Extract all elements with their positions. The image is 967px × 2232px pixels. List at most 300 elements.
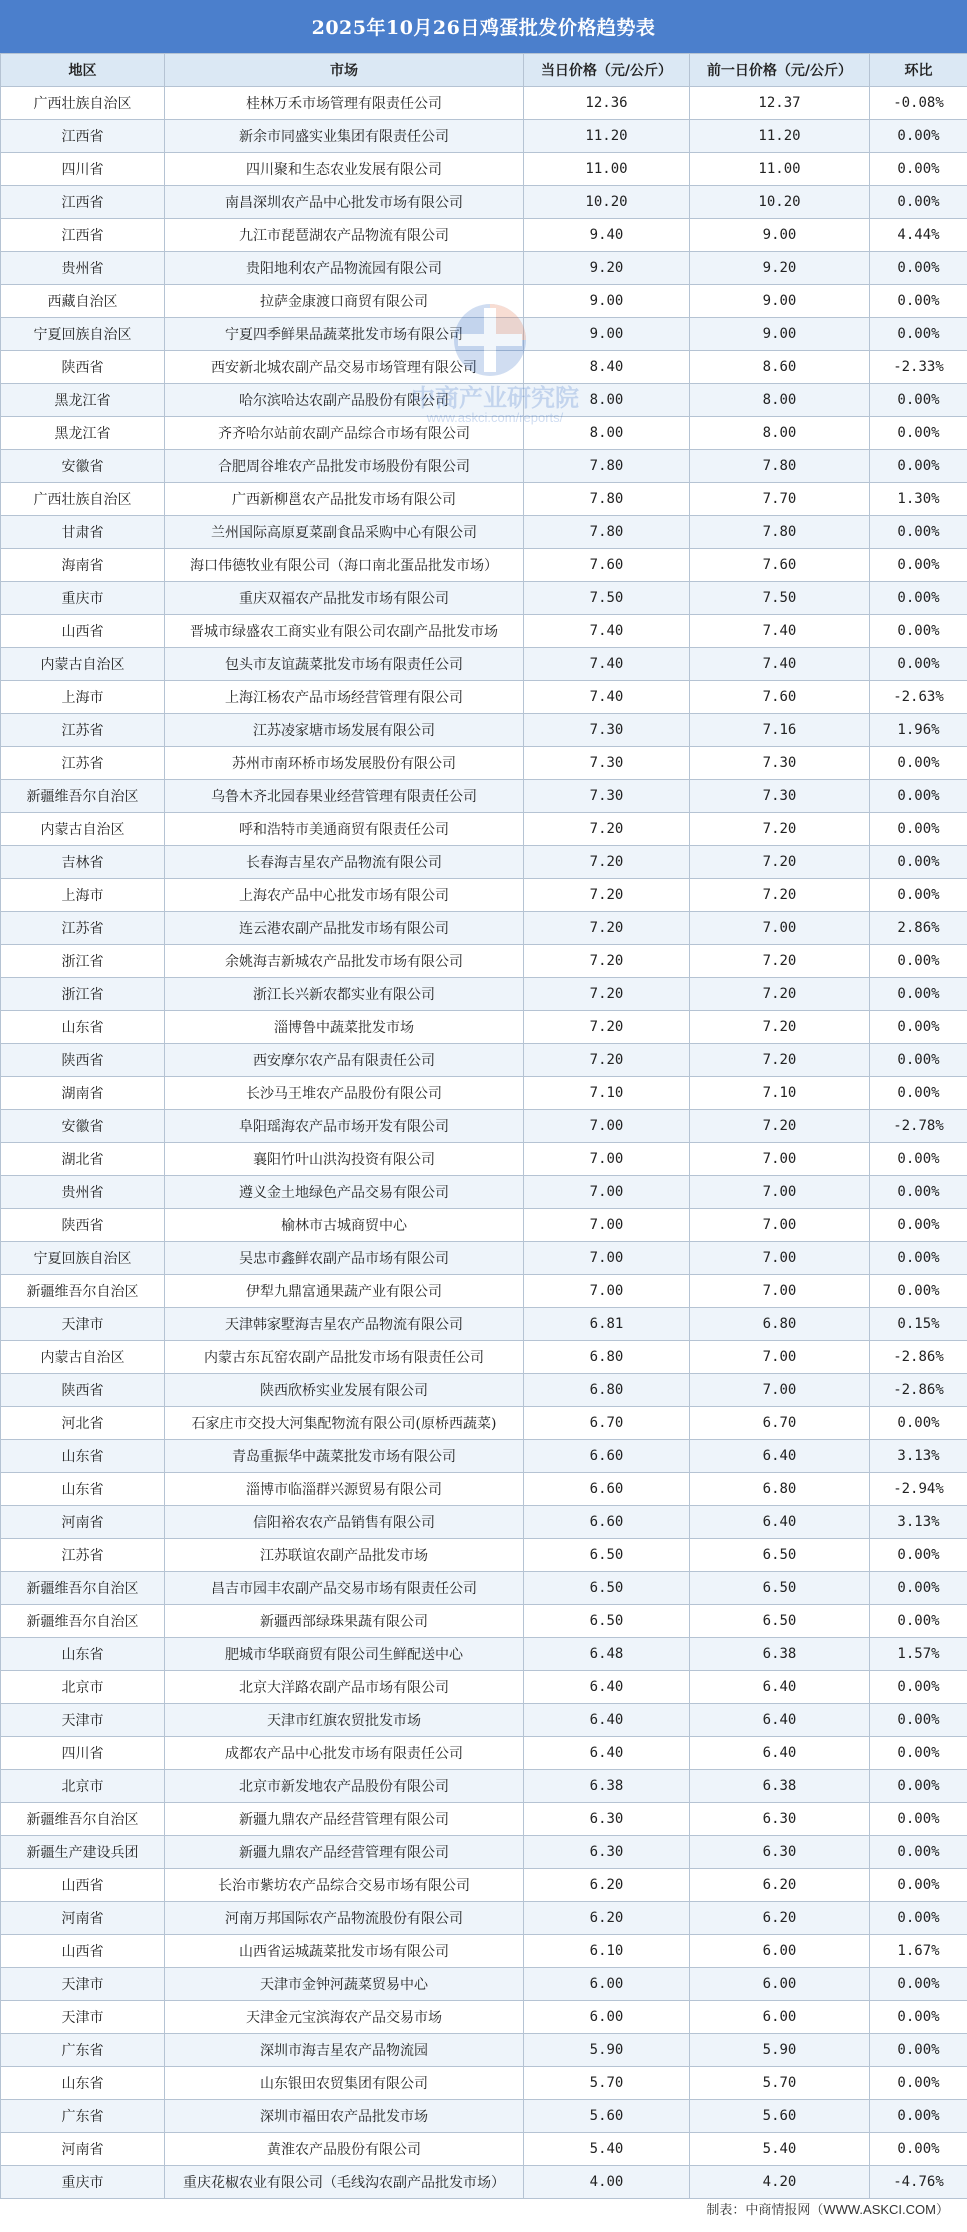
cell-change: 0.00% [870, 318, 967, 351]
cell-market: 青岛重振华中蔬菜批发市场有限公司 [165, 1440, 524, 1473]
cell-change: 0.00% [870, 582, 967, 615]
cell-market: 天津金元宝滨海农产品交易市场 [165, 2001, 524, 2034]
cell-market: 拉萨金康渡口商贸有限公司 [165, 285, 524, 318]
cell-market: 天津市金钟河蔬菜贸易中心 [165, 1968, 524, 2001]
cell-region: 浙江省 [1, 945, 165, 978]
cell-region: 贵州省 [1, 1176, 165, 1209]
cell-market: 长沙马王堆农产品股份有限公司 [165, 1077, 524, 1110]
cell-change: 0.00% [870, 1011, 967, 1044]
cell-market: 四川聚和生态农业发展有限公司 [165, 153, 524, 186]
cell-prev-price: 11.00 [690, 153, 870, 186]
table-row [1, 1209, 967, 1242]
cell-prev-price: 6.40 [690, 1506, 870, 1539]
cell-today-price: 5.60 [524, 2100, 690, 2133]
cell-region: 陕西省 [1, 1044, 165, 1077]
cell-market: 天津韩家墅海吉星农产品物流有限公司 [165, 1308, 524, 1341]
table-row [1, 1110, 967, 1143]
cell-region: 黑龙江省 [1, 384, 165, 417]
cell-today-price: 7.00 [524, 1110, 690, 1143]
cell-market: 兰州国际高原夏菜副食品采购中心有限公司 [165, 516, 524, 549]
cell-today-price: 7.00 [524, 1275, 690, 1308]
cell-market: 浙江长兴新农都实业有限公司 [165, 978, 524, 1011]
cell-region: 甘肃省 [1, 516, 165, 549]
table-row [1, 1242, 967, 1275]
cell-prev-price: 7.00 [690, 1374, 870, 1407]
table-row [1, 978, 967, 1011]
cell-prev-price: 8.60 [690, 351, 870, 384]
cell-change: 0.00% [870, 846, 967, 879]
cell-today-price: 4.00 [524, 2166, 690, 2199]
cell-market: 长治市紫坊农产品综合交易市场有限公司 [165, 1869, 524, 1902]
cell-region: 陕西省 [1, 1209, 165, 1242]
header-today-price: 当日价格（元/公斤） [524, 54, 690, 87]
table-row [1, 1308, 967, 1341]
cell-today-price: 6.30 [524, 1803, 690, 1836]
cell-market: 山东银田农贸集团有限公司 [165, 2067, 524, 2100]
cell-market: 余姚海吉新城农产品批发市场有限公司 [165, 945, 524, 978]
cell-change: -0.08% [870, 87, 967, 120]
cell-region: 山东省 [1, 1440, 165, 1473]
cell-today-price: 7.40 [524, 615, 690, 648]
cell-region: 天津市 [1, 2001, 165, 2034]
cell-prev-price: 7.60 [690, 549, 870, 582]
cell-today-price: 9.00 [524, 285, 690, 318]
cell-today-price: 6.20 [524, 1902, 690, 1935]
cell-today-price: 6.40 [524, 1671, 690, 1704]
cell-change: 0.00% [870, 1539, 967, 1572]
table-row [1, 1044, 967, 1077]
cell-prev-price: 7.20 [690, 1011, 870, 1044]
table-row [1, 912, 967, 945]
cell-today-price: 7.20 [524, 846, 690, 879]
cell-change: 0.00% [870, 1605, 967, 1638]
cell-today-price: 7.00 [524, 1209, 690, 1242]
cell-change: 0.00% [870, 1902, 967, 1935]
cell-market: 晋城市绿盛农工商实业有限公司农副产品批发市场 [165, 615, 524, 648]
table-row [1, 1671, 967, 1704]
cell-prev-price: 5.40 [690, 2133, 870, 2166]
cell-change: 0.00% [870, 2001, 967, 2034]
cell-today-price: 7.50 [524, 582, 690, 615]
cell-change: 0.00% [870, 813, 967, 846]
cell-today-price: 6.48 [524, 1638, 690, 1671]
cell-prev-price: 7.20 [690, 846, 870, 879]
cell-region: 北京市 [1, 1770, 165, 1803]
cell-change: 0.00% [870, 252, 967, 285]
cell-region: 上海市 [1, 879, 165, 912]
cell-market: 江苏凌家塘市场发展有限公司 [165, 714, 524, 747]
cell-region: 山西省 [1, 1869, 165, 1902]
cell-prev-price: 7.20 [690, 978, 870, 1011]
cell-change: 0.00% [870, 1770, 967, 1803]
cell-region: 宁夏回族自治区 [1, 318, 165, 351]
cell-region: 广西壮族自治区 [1, 483, 165, 516]
cell-today-price: 7.10 [524, 1077, 690, 1110]
cell-market: 北京市新发地农产品股份有限公司 [165, 1770, 524, 1803]
cell-change: 1.57% [870, 1638, 967, 1671]
cell-today-price: 6.20 [524, 1869, 690, 1902]
cell-region: 河南省 [1, 1506, 165, 1539]
table-row [1, 615, 967, 648]
table-row [1, 1077, 967, 1110]
cell-prev-price: 7.20 [690, 1110, 870, 1143]
cell-today-price: 7.80 [524, 516, 690, 549]
cell-change: 0.00% [870, 1209, 967, 1242]
table-row [1, 483, 967, 516]
cell-change: -2.86% [870, 1374, 967, 1407]
cell-today-price: 5.70 [524, 2067, 690, 2100]
cell-today-price: 6.38 [524, 1770, 690, 1803]
cell-region: 重庆市 [1, 2166, 165, 2199]
cell-today-price: 6.00 [524, 2001, 690, 2034]
cell-market: 西安新北城农副产品交易市场管理有限公司 [165, 351, 524, 384]
cell-prev-price: 6.30 [690, 1803, 870, 1836]
table-row [1, 681, 967, 714]
cell-market: 上海江杨农产品市场经营管理有限公司 [165, 681, 524, 714]
cell-region: 山东省 [1, 1638, 165, 1671]
table-row [1, 285, 967, 318]
cell-change: 0.00% [870, 384, 967, 417]
cell-region: 内蒙古自治区 [1, 813, 165, 846]
cell-change: 0.00% [870, 417, 967, 450]
cell-region: 新疆维吾尔自治区 [1, 1605, 165, 1638]
cell-change: 0.00% [870, 2100, 967, 2133]
cell-today-price: 6.80 [524, 1374, 690, 1407]
cell-today-price: 6.30 [524, 1836, 690, 1869]
cell-region: 河南省 [1, 1902, 165, 1935]
cell-market: 新疆西部绿珠果蔬有限公司 [165, 1605, 524, 1638]
cell-prev-price: 7.80 [690, 516, 870, 549]
cell-prev-price: 6.50 [690, 1539, 870, 1572]
cell-prev-price: 6.00 [690, 2001, 870, 2034]
cell-prev-price: 6.80 [690, 1473, 870, 1506]
cell-prev-price: 6.38 [690, 1638, 870, 1671]
cell-market: 新疆九鼎农产品经营管理有限公司 [165, 1836, 524, 1869]
table-row [1, 1341, 967, 1374]
cell-region: 天津市 [1, 1308, 165, 1341]
cell-change: 0.00% [870, 648, 967, 681]
cell-change: 0.00% [870, 2067, 967, 2100]
cell-today-price: 6.60 [524, 1440, 690, 1473]
cell-today-price: 6.80 [524, 1341, 690, 1374]
cell-change: 0.00% [870, 945, 967, 978]
cell-change: 0.00% [870, 285, 967, 318]
cell-prev-price: 6.80 [690, 1308, 870, 1341]
cell-market: 北京大洋路农副产品市场有限公司 [165, 1671, 524, 1704]
cell-prev-price: 6.70 [690, 1407, 870, 1440]
cell-region: 浙江省 [1, 978, 165, 1011]
cell-change: 0.00% [870, 1572, 967, 1605]
cell-today-price: 8.40 [524, 351, 690, 384]
cell-prev-price: 6.30 [690, 1836, 870, 1869]
cell-market: 信阳裕农农产品销售有限公司 [165, 1506, 524, 1539]
table-row [1, 1935, 967, 1968]
cell-region: 吉林省 [1, 846, 165, 879]
cell-today-price: 12.36 [524, 87, 690, 120]
table-row [1, 648, 967, 681]
table-row [1, 384, 967, 417]
cell-change: -2.33% [870, 351, 967, 384]
cell-prev-price: 7.00 [690, 1176, 870, 1209]
cell-prev-price: 9.00 [690, 318, 870, 351]
cell-change: 0.00% [870, 186, 967, 219]
table-row [1, 549, 967, 582]
cell-prev-price: 9.00 [690, 285, 870, 318]
cell-region: 新疆维吾尔自治区 [1, 780, 165, 813]
cell-region: 西藏自治区 [1, 285, 165, 318]
cell-market: 哈尔滨哈达农副产品股份有限公司 [165, 384, 524, 417]
cell-today-price: 7.40 [524, 648, 690, 681]
cell-today-price: 10.20 [524, 186, 690, 219]
table-row [1, 1869, 967, 1902]
cell-change: 0.00% [870, 1869, 967, 1902]
cell-change: 0.00% [870, 879, 967, 912]
cell-region: 海南省 [1, 549, 165, 582]
cell-today-price: 7.20 [524, 912, 690, 945]
cell-today-price: 7.00 [524, 1176, 690, 1209]
table-row [1, 2001, 967, 2034]
cell-prev-price: 7.30 [690, 780, 870, 813]
cell-prev-price: 7.50 [690, 582, 870, 615]
cell-today-price: 7.40 [524, 681, 690, 714]
cell-change: 0.00% [870, 2133, 967, 2166]
cell-today-price: 9.00 [524, 318, 690, 351]
cell-market: 昌吉市园丰农副产品交易市场有限责任公司 [165, 1572, 524, 1605]
cell-change: 3.13% [870, 1440, 967, 1473]
table-row [1, 2166, 967, 2199]
cell-region: 江苏省 [1, 747, 165, 780]
watermark-url: www.askci.com/reports/ [426, 410, 564, 425]
cell-change: 4.44% [870, 219, 967, 252]
cell-today-price: 6.40 [524, 1737, 690, 1770]
cell-change: -2.94% [870, 1473, 967, 1506]
table-row [1, 318, 967, 351]
table-row [1, 2034, 967, 2067]
cell-market: 新疆九鼎农产品经营管理有限公司 [165, 1803, 524, 1836]
cell-market: 宁夏四季鲜果品蔬菜批发市场有限公司 [165, 318, 524, 351]
cell-market: 江苏联谊农副产品批发市场 [165, 1539, 524, 1572]
header-market: 市场 [165, 54, 524, 87]
cell-market: 连云港农副产品批发市场有限公司 [165, 912, 524, 945]
cell-region: 湖北省 [1, 1143, 165, 1176]
table-row [1, 1902, 967, 1935]
table-row [1, 813, 967, 846]
cell-region: 广西壮族自治区 [1, 87, 165, 120]
cell-today-price: 11.00 [524, 153, 690, 186]
table-row [1, 1407, 967, 1440]
table-row [1, 1968, 967, 2001]
table-row [1, 1275, 967, 1308]
cell-market: 南昌深圳农产品中心批发市场有限公司 [165, 186, 524, 219]
cell-prev-price: 5.60 [690, 2100, 870, 2133]
watermark-name: 中商产业研究院 [411, 384, 579, 412]
table-row [1, 1803, 967, 1836]
table-row [1, 582, 967, 615]
cell-change: -4.76% [870, 2166, 967, 2199]
table-row [1, 2133, 967, 2166]
cell-change: 0.00% [870, 1275, 967, 1308]
cell-region: 黑龙江省 [1, 417, 165, 450]
table-row [1, 945, 967, 978]
cell-market: 广西新柳邕农产品批发市场有限公司 [165, 483, 524, 516]
cell-today-price: 7.20 [524, 978, 690, 1011]
cell-change: -2.63% [870, 681, 967, 714]
cell-region: 山东省 [1, 2067, 165, 2100]
table-row [1, 879, 967, 912]
header-prev-price: 前一日价格（元/公斤） [690, 54, 870, 87]
cell-market: 深圳市海吉星农产品物流园 [165, 2034, 524, 2067]
cell-today-price: 8.00 [524, 417, 690, 450]
table-row [1, 2067, 967, 2100]
cell-prev-price: 6.00 [690, 1968, 870, 2001]
cell-region: 天津市 [1, 1968, 165, 2001]
cell-region: 江苏省 [1, 714, 165, 747]
cell-prev-price: 8.00 [690, 417, 870, 450]
cell-market: 成都农产品中心批发市场有限责任公司 [165, 1737, 524, 1770]
cell-market: 呼和浩特市美通商贸有限责任公司 [165, 813, 524, 846]
cell-prev-price: 7.00 [690, 1143, 870, 1176]
cell-region: 山东省 [1, 1473, 165, 1506]
table-row [1, 417, 967, 450]
cell-today-price: 6.60 [524, 1473, 690, 1506]
cell-change: 0.00% [870, 450, 967, 483]
cell-market: 襄阳竹叶山洪沟投资有限公司 [165, 1143, 524, 1176]
cell-prev-price: 7.20 [690, 879, 870, 912]
cell-today-price: 6.81 [524, 1308, 690, 1341]
cell-change: 0.00% [870, 615, 967, 648]
header-change: 环比 [870, 54, 967, 87]
cell-region: 贵州省 [1, 252, 165, 285]
cell-market: 遵义金土地绿色产品交易有限公司 [165, 1176, 524, 1209]
cell-region: 四川省 [1, 1737, 165, 1770]
cell-change: 0.00% [870, 1176, 967, 1209]
cell-region: 湖南省 [1, 1077, 165, 1110]
cell-change: 2.86% [870, 912, 967, 945]
cell-market: 重庆花椒农业有限公司（毛线沟农副产品批发市场） [165, 2166, 524, 2199]
cell-region: 江苏省 [1, 1539, 165, 1572]
cell-market: 天津市红旗农贸批发市场 [165, 1704, 524, 1737]
cell-today-price: 6.70 [524, 1407, 690, 1440]
cell-change: 0.00% [870, 549, 967, 582]
cell-market: 苏州市南环桥市场发展股份有限公司 [165, 747, 524, 780]
cell-market: 阜阳瑶海农产品市场开发有限公司 [165, 1110, 524, 1143]
cell-change: 1.30% [870, 483, 967, 516]
cell-prev-price: 6.20 [690, 1869, 870, 1902]
cell-prev-price: 7.00 [690, 1275, 870, 1308]
cell-today-price: 5.90 [524, 2034, 690, 2067]
cell-prev-price: 9.00 [690, 219, 870, 252]
cell-today-price: 9.40 [524, 219, 690, 252]
cell-change: 0.00% [870, 1836, 967, 1869]
cell-region: 河南省 [1, 2133, 165, 2166]
cell-market: 桂林万禾市场管理有限责任公司 [165, 87, 524, 120]
table-row [1, 1473, 967, 1506]
header-row [1, 54, 967, 87]
cell-today-price: 8.00 [524, 384, 690, 417]
cell-today-price: 6.60 [524, 1506, 690, 1539]
cell-today-price: 7.20 [524, 1011, 690, 1044]
table-row [1, 1836, 967, 1869]
table-row [1, 153, 967, 186]
table-row [1, 846, 967, 879]
cell-market: 长春海吉星农产品物流有限公司 [165, 846, 524, 879]
footer-source: 制表：中商情报网（WWW.ASKCI.COM） [706, 2202, 949, 2217]
cell-prev-price: 7.20 [690, 813, 870, 846]
cell-market: 吴忠市鑫鲜农副产品市场有限公司 [165, 1242, 524, 1275]
cell-change: 0.00% [870, 747, 967, 780]
cell-change: 0.00% [870, 1737, 967, 1770]
table-row [1, 450, 967, 483]
table-body [1, 87, 967, 2199]
cell-region: 新疆生产建设兵团 [1, 1836, 165, 1869]
cell-prev-price: 9.20 [690, 252, 870, 285]
cell-today-price: 6.50 [524, 1605, 690, 1638]
cell-today-price: 5.40 [524, 2133, 690, 2166]
table-row [1, 747, 967, 780]
table-row [1, 1638, 967, 1671]
cell-market: 石家庄市交投大河集配物流有限公司(原桥西蔬菜) [165, 1407, 524, 1440]
cell-change: 0.00% [870, 153, 967, 186]
cell-change: 0.00% [870, 1968, 967, 2001]
cell-prev-price: 7.16 [690, 714, 870, 747]
cell-market: 黄淮农产品股份有限公司 [165, 2133, 524, 2166]
cell-market: 包头市友谊蔬菜批发市场有限责任公司 [165, 648, 524, 681]
cell-change: 1.67% [870, 1935, 967, 1968]
cell-region: 广东省 [1, 2100, 165, 2133]
table-row [1, 186, 967, 219]
cell-region: 陕西省 [1, 351, 165, 384]
table-row [1, 1374, 967, 1407]
table-row [1, 1176, 967, 1209]
cell-today-price: 11.20 [524, 120, 690, 153]
cell-today-price: 7.30 [524, 747, 690, 780]
cell-change: -2.78% [870, 1110, 967, 1143]
cell-today-price: 6.50 [524, 1572, 690, 1605]
cell-today-price: 7.20 [524, 879, 690, 912]
table-row [1, 1143, 967, 1176]
table-row [1, 1704, 967, 1737]
cell-region: 江西省 [1, 120, 165, 153]
cell-prev-price: 5.90 [690, 2034, 870, 2067]
cell-change: 0.00% [870, 978, 967, 1011]
cell-region: 新疆维吾尔自治区 [1, 1275, 165, 1308]
cell-prev-price: 6.20 [690, 1902, 870, 1935]
cell-change: 0.00% [870, 1077, 967, 1110]
cell-region: 河北省 [1, 1407, 165, 1440]
cell-region: 重庆市 [1, 582, 165, 615]
cell-region: 内蒙古自治区 [1, 648, 165, 681]
cell-prev-price: 8.00 [690, 384, 870, 417]
cell-prev-price: 6.40 [690, 1440, 870, 1473]
cell-prev-price: 7.40 [690, 615, 870, 648]
cell-region: 新疆维吾尔自治区 [1, 1803, 165, 1836]
cell-today-price: 7.30 [524, 780, 690, 813]
cell-prev-price: 7.00 [690, 1242, 870, 1275]
cell-region: 安徽省 [1, 450, 165, 483]
table-row [1, 1770, 967, 1803]
cell-prev-price: 7.60 [690, 681, 870, 714]
cell-market: 海口伟德牧业有限公司（海口南北蛋品批发市场） [165, 549, 524, 582]
cell-market: 九江市琵琶湖农产品物流有限公司 [165, 219, 524, 252]
cell-change: 0.00% [870, 120, 967, 153]
cell-market: 齐齐哈尔站前农副产品综合市场有限公司 [165, 417, 524, 450]
cell-region: 山西省 [1, 615, 165, 648]
header-region: 地区 [1, 54, 165, 87]
cell-market: 山西省运城蔬菜批发市场有限公司 [165, 1935, 524, 1968]
cell-today-price: 7.20 [524, 1044, 690, 1077]
cell-today-price: 7.20 [524, 945, 690, 978]
cell-change: 0.00% [870, 1242, 967, 1275]
